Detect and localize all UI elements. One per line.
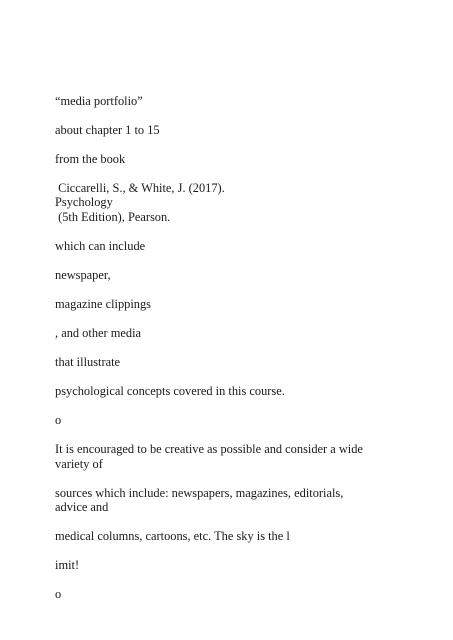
text-line-medical-columns: medical columns, cartoons, etc. The sky is the l [55,529,290,543]
text-line-magazine-clippings: magazine clippings [55,297,151,311]
bullet-marker: o [55,587,62,601]
text-line-variety-of: variety of [55,457,103,471]
text-line-citation-edition: (5th Edition), Pearson. [55,210,171,224]
text-line-citation-authors: Ciccarelli, S., & White, J. (2017). [55,181,225,195]
text-line-other-media: , and other media [55,326,142,340]
text-line-which-can-include: which can include [55,239,146,253]
bullet-marker: o [55,413,62,427]
text-line-from-book: from the book [55,152,126,166]
text-line-encouraged: It is encouraged to be creative as possible and consider a wide [55,442,363,456]
text-line-citation-title: Psychology [55,195,113,209]
text-line-that-illustrate: that illustrate [55,355,121,369]
text-line-media-portfolio: “media portfolio” [55,94,143,108]
text-line-sources: sources which include: newspapers, magazines, editorials, [55,486,344,500]
text-line-newspaper: newspaper, [55,268,111,282]
text-line-psychological-concepts: psychological concepts covered in this course. [55,384,285,398]
text-line-chapters: about chapter 1 to 15 [55,123,160,137]
text-line-limit: imit! [55,558,80,572]
text-line-advice: advice and [55,500,109,514]
